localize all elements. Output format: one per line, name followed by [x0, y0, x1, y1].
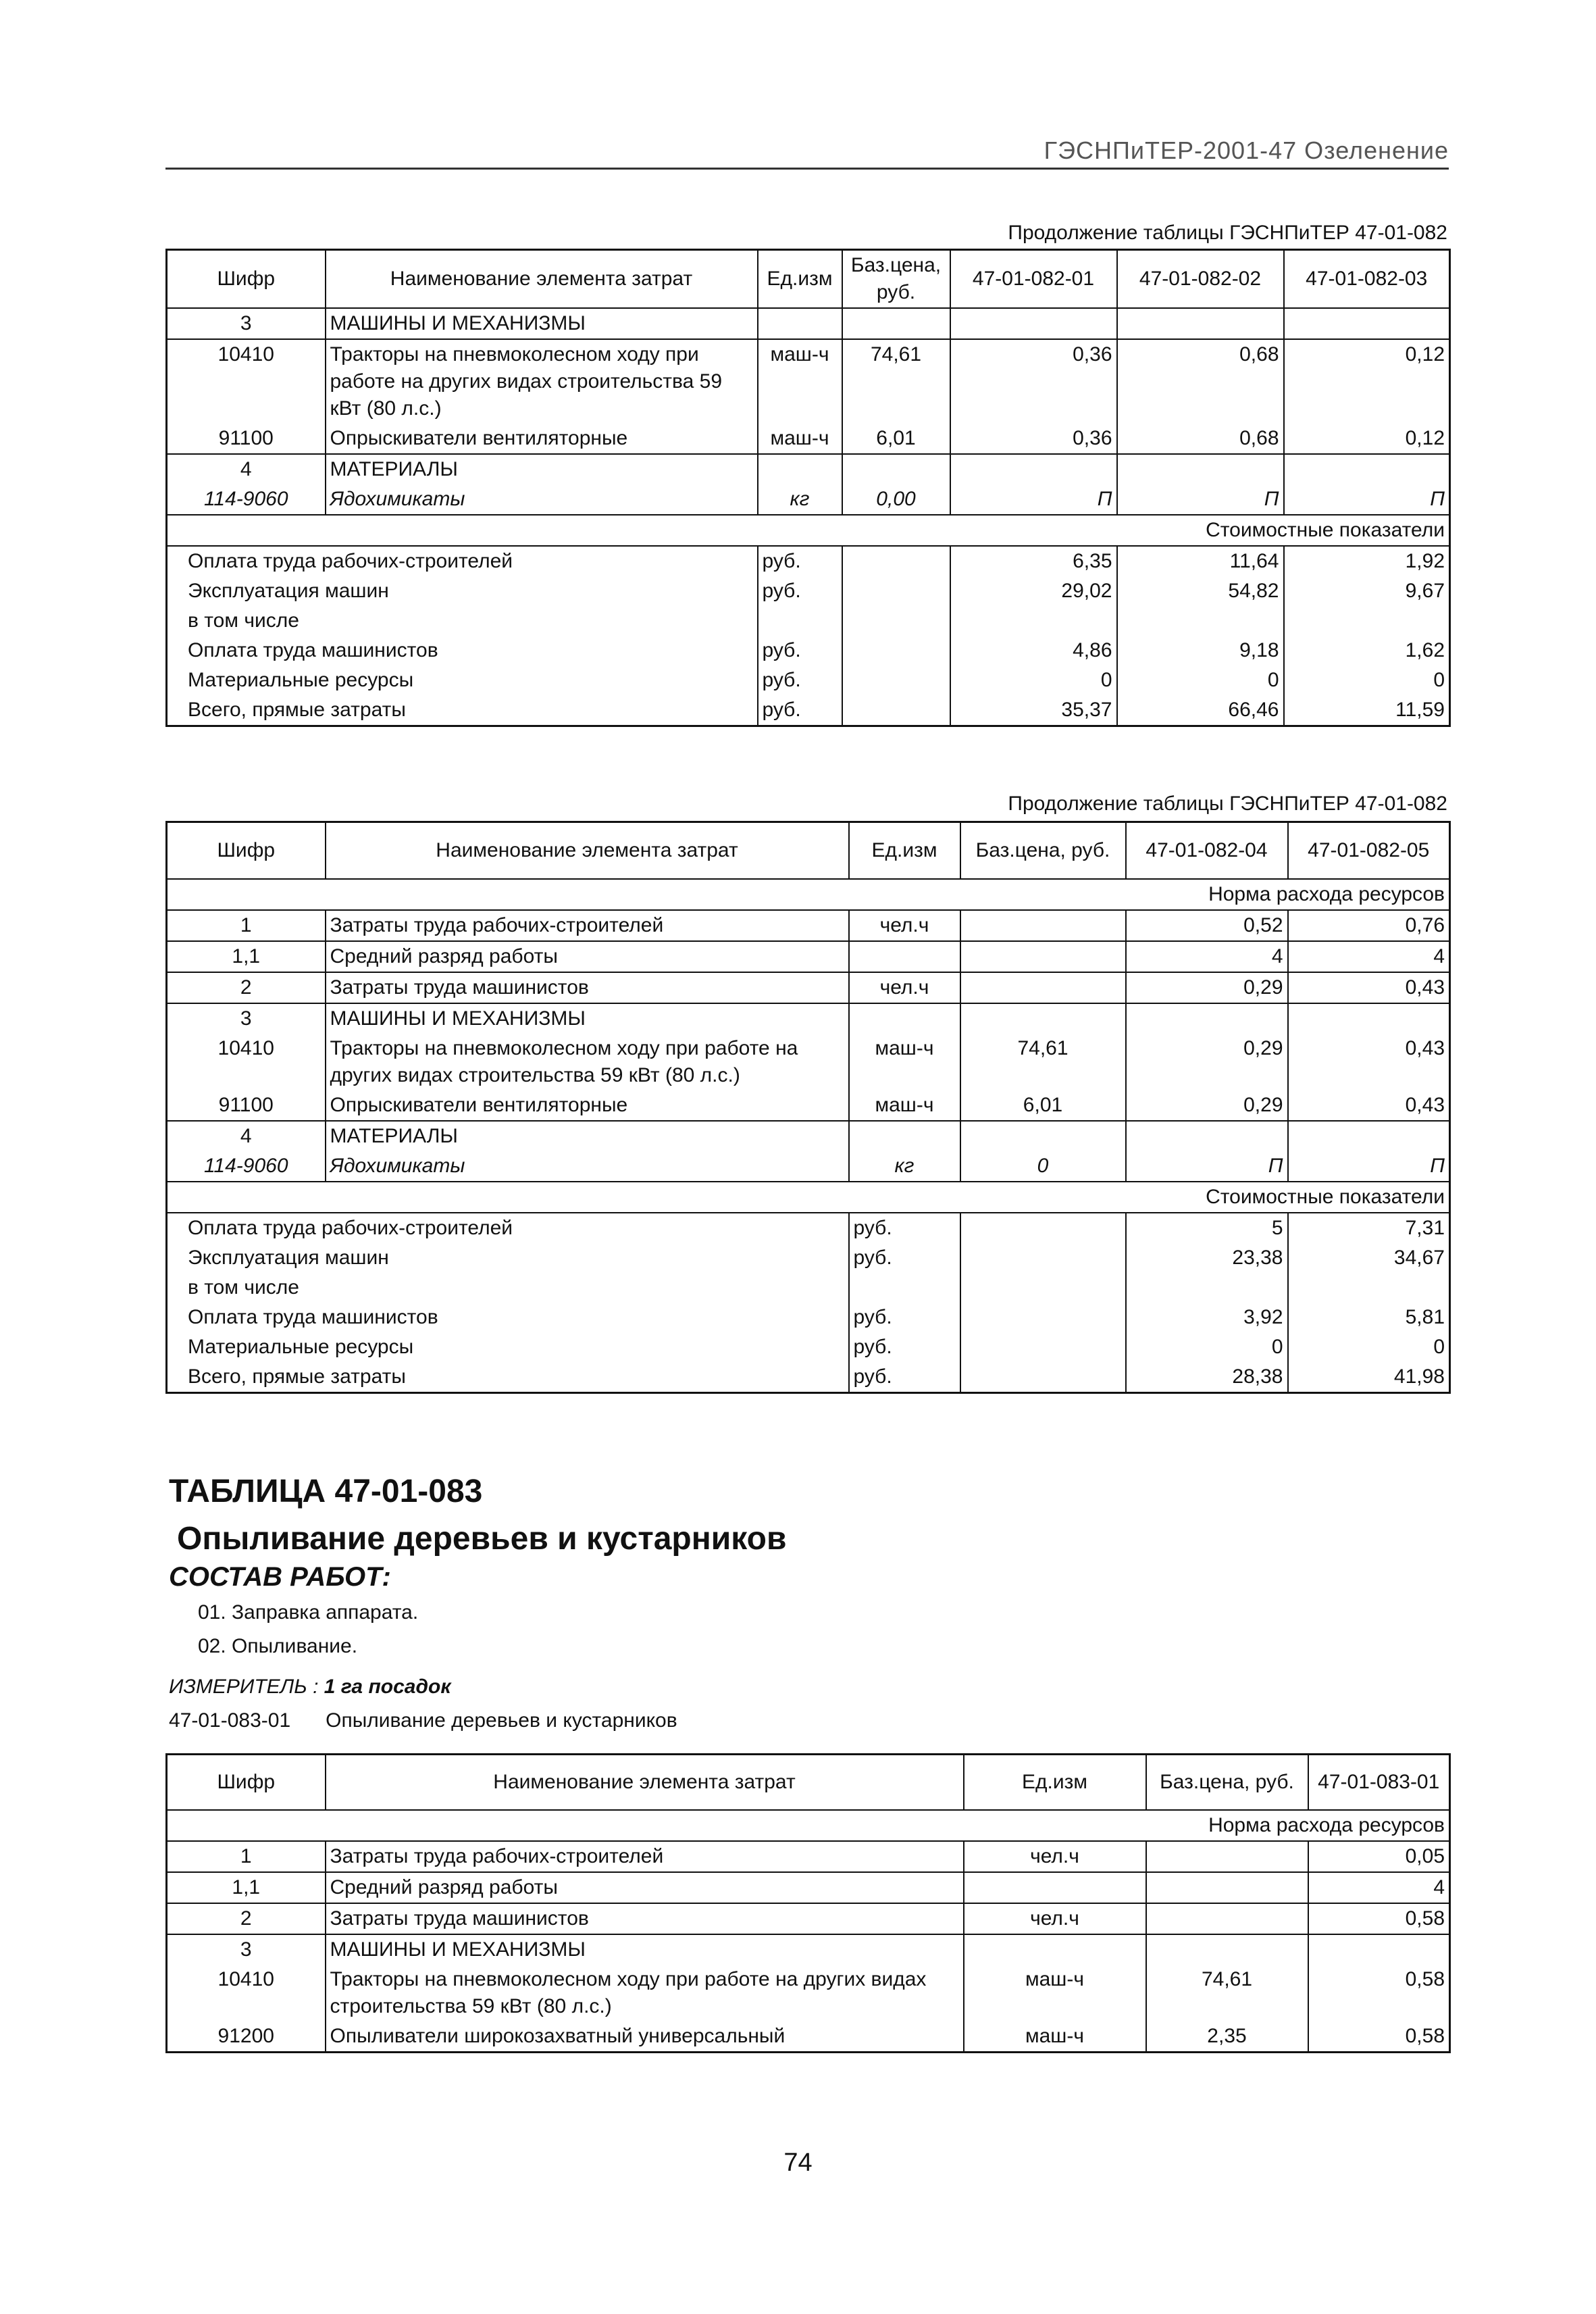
table3-header-row	[167, 1755, 1450, 1810]
cost-value: 9,18	[1117, 636, 1284, 665]
table2-continuation: Продолжение таблицы ГЭСНПиТЕР 47-01-082	[1008, 793, 1447, 815]
cost-value: 1,92	[1284, 546, 1450, 576]
table-row	[167, 1034, 1450, 1090]
table-row	[167, 308, 1450, 339]
cell-price	[960, 1121, 1126, 1151]
cost-row	[167, 695, 1450, 726]
cell-name: Ядохимикаты	[326, 1151, 849, 1182]
cell-name: Затраты труда машинистов	[326, 972, 849, 1003]
table1-header-unit: Ед.изм	[758, 250, 842, 309]
cell-unit	[964, 1934, 1146, 1965]
cell-price: 74,61	[960, 1034, 1126, 1090]
page-number: 74	[783, 2148, 813, 2177]
cell-unit: маш-ч	[849, 1034, 960, 1090]
cost-value: 23,38	[1126, 1243, 1288, 1273]
cell-price	[960, 910, 1126, 941]
cell-code: 2	[167, 1903, 326, 1934]
cell-code: 10410	[167, 1034, 326, 1090]
cell-name: Средний разряд работы	[326, 941, 849, 972]
cost-value: 5,81	[1288, 1303, 1450, 1332]
cost-name: Оплата труда машинистов	[188, 639, 438, 661]
measure-line	[169, 1676, 451, 1699]
cell-unit	[849, 1121, 960, 1151]
cost-row	[167, 1362, 1450, 1393]
cost-row	[167, 1243, 1450, 1273]
cost-row	[167, 1273, 1450, 1303]
cell-value: П	[1126, 1151, 1288, 1182]
cell-value: П	[1288, 1151, 1450, 1182]
cell-value: 0,58	[1308, 1903, 1450, 1934]
cell-price: 0,00	[842, 484, 950, 515]
cost-value: 0	[950, 665, 1117, 695]
cell-name: Затраты труда рабочих-строителей	[326, 1841, 964, 1872]
cell-unit: чел.ч	[849, 972, 960, 1003]
cell-unit: маш-ч	[964, 2021, 1146, 2053]
cell-value	[950, 308, 1117, 339]
cost-unit	[758, 606, 842, 636]
cost-empty	[960, 1243, 1126, 1273]
cell-value: 0,43	[1288, 1034, 1450, 1090]
cell-unit	[758, 454, 842, 484]
cost-unit: руб.	[849, 1303, 960, 1332]
cell-value: 0,12	[1284, 424, 1450, 454]
cell-code: 10410	[167, 339, 326, 424]
cost-label-row	[167, 515, 1450, 546]
table1	[165, 249, 1451, 727]
cost-name: Эксплуатация машин	[188, 1246, 389, 1269]
cost-value: 6,35	[950, 546, 1117, 576]
measure-label: ИЗМЕРИТЕЛЬ :	[169, 1676, 319, 1698]
cell-price	[1146, 1872, 1308, 1903]
cell-value: 0,12	[1284, 339, 1450, 424]
cost-value: 9,67	[1284, 576, 1450, 606]
cell-code: 114-9060	[167, 484, 326, 515]
cell-price: 74,61	[842, 339, 950, 424]
cell-value	[1126, 1003, 1288, 1034]
cell-price	[842, 454, 950, 484]
table-row	[167, 1965, 1450, 2021]
cell-value: 0,68	[1117, 424, 1284, 454]
table3-header-col1: 47-01-083-01	[1308, 1755, 1450, 1810]
cost-value: 1,62	[1284, 636, 1450, 665]
cost-value: 11,64	[1117, 546, 1284, 576]
cost-name: Материальные ресурсы	[188, 1335, 414, 1358]
cell-code: 1,1	[167, 1872, 326, 1903]
cell-code: 91100	[167, 424, 326, 454]
cell-value: 0,43	[1288, 1090, 1450, 1121]
table2-header-row	[167, 822, 1450, 879]
cell-value: 0,43	[1288, 972, 1450, 1003]
table1-header-row	[167, 250, 1450, 309]
cell-price	[960, 972, 1126, 1003]
cost-label: Стоимостные показатели	[167, 515, 1450, 546]
work-step: 02. Опыливание.	[198, 1635, 358, 1657]
cost-row	[167, 546, 1450, 576]
cell-name: МАШИНЫ И МЕХАНИЗМЫ	[326, 1934, 964, 1965]
cell-price: 2,35	[1146, 2021, 1308, 2053]
cost-empty	[960, 1332, 1126, 1362]
cell-name: Ядохимикаты	[326, 484, 758, 515]
cost-value: 0	[1288, 1332, 1450, 1362]
cost-value: 66,46	[1117, 695, 1284, 726]
cell-code: 3	[167, 1003, 326, 1034]
cell-name: Опрыскиватели вентиляторные	[326, 424, 758, 454]
cost-value: 54,82	[1117, 576, 1284, 606]
cell-unit: маш-ч	[758, 424, 842, 454]
cost-row	[167, 576, 1450, 606]
table2-header-col2: 47-01-082-05	[1288, 822, 1450, 879]
cost-unit: руб.	[758, 665, 842, 695]
cost-value: 0	[1284, 665, 1450, 695]
cell-name: Опрыскиватели вентиляторные	[326, 1090, 849, 1121]
table-row	[167, 1090, 1450, 1121]
cost-empty	[960, 1213, 1126, 1243]
cost-value: 35,37	[950, 695, 1117, 726]
table2-header-name: Наименование элемента затрат	[326, 822, 849, 879]
table1-header-price: Баз.цена, руб.	[842, 250, 950, 309]
table-row	[167, 1903, 1450, 1934]
cost-unit: руб.	[758, 546, 842, 576]
cost-name: Всего, прямые затраты	[188, 1365, 406, 1388]
cost-empty	[842, 636, 950, 665]
cell-code: 4	[167, 1121, 326, 1151]
cell-name: Тракторы на пневмоколесном ходу при работе на других видах строительства 59 кВт (80 л.с.)	[326, 1965, 964, 2021]
table-row	[167, 339, 1450, 424]
cell-value	[950, 454, 1117, 484]
cost-value	[1288, 1273, 1450, 1303]
cost-row	[167, 636, 1450, 665]
cell-name: Затраты труда рабочих-строителей	[326, 910, 849, 941]
cell-price	[1146, 1841, 1308, 1872]
norm-label-row	[167, 879, 1450, 910]
cell-unit: чел.ч	[964, 1841, 1146, 1872]
table-row	[167, 1841, 1450, 1872]
cell-value	[1126, 1121, 1288, 1151]
table-row	[167, 972, 1450, 1003]
cost-name: Оплата труда рабочих-строителей	[188, 550, 513, 572]
cost-row	[167, 1332, 1450, 1362]
cost-unit: руб.	[849, 1332, 960, 1362]
cell-price	[842, 308, 950, 339]
cell-price: 6,01	[842, 424, 950, 454]
cost-value: 7,31	[1288, 1213, 1450, 1243]
table-title: ТАБЛИЦА 47-01-083	[169, 1474, 483, 1509]
cell-code: 91100	[167, 1090, 326, 1121]
cost-value: 0	[1117, 665, 1284, 695]
norm-label-row	[167, 1810, 1450, 1841]
cell-value	[1117, 308, 1284, 339]
cost-row	[167, 606, 1450, 636]
table-row	[167, 1003, 1450, 1034]
table1-continuation: Продолжение таблицы ГЭСНПиТЕР 47-01-082	[1008, 222, 1447, 244]
cell-name: Опыливатели широкозахватный универсальный	[326, 2021, 964, 2053]
cost-row	[167, 665, 1450, 695]
cell-code: 3	[167, 1934, 326, 1965]
cell-value: 4	[1308, 1872, 1450, 1903]
table1-header-col3: 47-01-082-03	[1284, 250, 1450, 309]
work-step: 01. Заправка аппарата.	[198, 1601, 419, 1624]
cost-unit	[849, 1273, 960, 1303]
table-row	[167, 941, 1450, 972]
cell-name: Средний разряд работы	[326, 1872, 964, 1903]
cell-code: 1	[167, 1841, 326, 1872]
table-row	[167, 454, 1450, 484]
cost-empty	[960, 1303, 1126, 1332]
cost-unit: руб.	[849, 1213, 960, 1243]
norm-label: Норма расхода ресурсов	[167, 1810, 1450, 1841]
cost-name: в том числе	[188, 1276, 299, 1299]
code: 47-01-083-01	[169, 1709, 291, 1732]
cell-unit: маш-ч	[758, 339, 842, 424]
cell-unit	[849, 941, 960, 972]
cost-empty	[842, 695, 950, 726]
cell-unit: маш-ч	[964, 1965, 1146, 2021]
cell-value: 4	[1288, 941, 1450, 972]
cost-value: 34,67	[1288, 1243, 1450, 1273]
cost-unit: руб.	[758, 636, 842, 665]
cost-empty	[842, 546, 950, 576]
table-row	[167, 1872, 1450, 1903]
cell-value	[1288, 1003, 1450, 1034]
table3-header-name: Наименование элемента затрат	[326, 1755, 964, 1810]
table-row	[167, 1934, 1450, 1965]
cell-price	[960, 1003, 1126, 1034]
table1-header-col2: 47-01-082-02	[1117, 250, 1284, 309]
code-line	[169, 1709, 677, 1732]
cell-unit: кг	[849, 1151, 960, 1182]
cost-name: Всего, прямые затраты	[188, 699, 406, 721]
cost-unit: руб.	[758, 576, 842, 606]
cost-unit: руб.	[758, 695, 842, 726]
cell-value: 0,58	[1308, 1965, 1450, 2021]
cost-name: в том числе	[188, 609, 299, 632]
cost-unit: руб.	[849, 1243, 960, 1273]
cost-name: Материальные ресурсы	[188, 669, 414, 691]
cell-code: 91200	[167, 2021, 326, 2053]
table2-header-price: Баз.цена, руб.	[960, 822, 1126, 879]
cell-name: МАШИНЫ И МЕХАНИЗМЫ	[326, 1003, 849, 1034]
cell-value: 0,29	[1126, 1090, 1288, 1121]
cost-name: Оплата труда рабочих-строителей	[188, 1216, 513, 1239]
cell-code: 3	[167, 308, 326, 339]
cell-unit: кг	[758, 484, 842, 515]
cell-price: 74,61	[1146, 1965, 1308, 2021]
cell-value	[1308, 1934, 1450, 1965]
cost-label-row	[167, 1182, 1450, 1213]
cell-price: 6,01	[960, 1090, 1126, 1121]
cell-unit	[964, 1872, 1146, 1903]
table2	[165, 821, 1451, 1394]
cost-row	[167, 1303, 1450, 1332]
cost-row	[167, 1213, 1450, 1243]
cell-value	[1284, 454, 1450, 484]
table-row	[167, 424, 1450, 454]
cell-value: 4	[1126, 941, 1288, 972]
cell-value: П	[950, 484, 1117, 515]
cell-unit: чел.ч	[849, 910, 960, 941]
cost-empty	[842, 606, 950, 636]
cell-price	[1146, 1903, 1308, 1934]
work-composition-title: СОСТАВ РАБОТ:	[169, 1562, 391, 1592]
cell-value: 0,05	[1308, 1841, 1450, 1872]
table2-header-code: Шифр	[167, 822, 326, 879]
cell-value: 0,36	[950, 339, 1117, 424]
table-row	[167, 484, 1450, 515]
cell-value: 0,76	[1288, 910, 1450, 941]
cost-value	[1284, 606, 1450, 636]
cell-unit: маш-ч	[849, 1090, 960, 1121]
cell-unit	[849, 1003, 960, 1034]
cell-code: 4	[167, 454, 326, 484]
cell-name: МАТЕРИАЛЫ	[326, 1121, 849, 1151]
table3-header-unit: Ед.изм	[964, 1755, 1146, 1810]
cell-value: П	[1284, 484, 1450, 515]
cost-value	[1117, 606, 1284, 636]
table2-header-unit: Ед.изм	[849, 822, 960, 879]
table3-header-price: Баз.цена, руб.	[1146, 1755, 1308, 1810]
code-description: Опыливание деревьев и кустарников	[326, 1709, 677, 1732]
cell-unit	[758, 308, 842, 339]
cell-name: Затраты труда машинистов	[326, 1903, 964, 1934]
cell-value: П	[1117, 484, 1284, 515]
cell-code: 2	[167, 972, 326, 1003]
table-row	[167, 1121, 1450, 1151]
table-subtitle: Опыливание деревьев и кустарников	[177, 1521, 787, 1557]
cell-value	[1288, 1121, 1450, 1151]
cell-value: 0,36	[950, 424, 1117, 454]
table3-header-code: Шифр	[167, 1755, 326, 1810]
cost-value: 0	[1126, 1332, 1288, 1362]
cell-value	[1284, 308, 1450, 339]
page-header: ГЭСНПиТЕР-2001-47 Озеленение	[165, 134, 1449, 170]
cost-empty	[960, 1273, 1126, 1303]
cost-value	[950, 606, 1117, 636]
table2-header-col1: 47-01-082-04	[1126, 822, 1288, 879]
cell-price	[1146, 1934, 1308, 1965]
cost-label: Стоимостные показатели	[167, 1182, 1450, 1213]
table3	[165, 1753, 1451, 2053]
cell-price	[960, 941, 1126, 972]
cost-empty	[842, 665, 950, 695]
cell-value: 0,52	[1126, 910, 1288, 941]
cell-code: 10410	[167, 1965, 326, 2021]
cost-name: Оплата труда машинистов	[188, 1305, 438, 1328]
cost-unit: руб.	[849, 1362, 960, 1393]
cost-empty	[842, 576, 950, 606]
cost-value: 11,59	[1284, 695, 1450, 726]
cell-name: МАТЕРИАЛЫ	[326, 454, 758, 484]
cost-name: Эксплуатация машин	[188, 580, 389, 602]
cell-code: 1	[167, 910, 326, 941]
cost-value: 4,86	[950, 636, 1117, 665]
cell-name: МАШИНЫ И МЕХАНИЗМЫ	[326, 308, 758, 339]
cost-value: 5	[1126, 1213, 1288, 1243]
table1-header-name: Наименование элемента затрат	[326, 250, 758, 309]
table1-header-col1: 47-01-082-01	[950, 250, 1117, 309]
cell-name: Тракторы на пневмоколесном ходу при работе на других видах строительства 59 кВт (80 л.с.)	[326, 1034, 849, 1090]
table1-header-code: Шифр	[167, 250, 326, 309]
table-row	[167, 2021, 1450, 2053]
table-row	[167, 1151, 1450, 1182]
table-row	[167, 910, 1450, 941]
measure-value: 1 га посадок	[324, 1676, 451, 1698]
cell-code: 114-9060	[167, 1151, 326, 1182]
cell-value: 0,29	[1126, 972, 1288, 1003]
cost-value: 41,98	[1288, 1362, 1450, 1393]
norm-label: Норма расхода ресурсов	[167, 879, 1450, 910]
cost-value: 3,92	[1126, 1303, 1288, 1332]
cost-value: 28,38	[1126, 1362, 1288, 1393]
cell-price: 0	[960, 1151, 1126, 1182]
cell-value: 0,58	[1308, 2021, 1450, 2053]
cell-name: Тракторы на пневмоколесном ходу при работе на других видах строительства 59 кВт (80 л.с.)	[326, 339, 758, 424]
cost-empty	[960, 1362, 1126, 1393]
cell-code: 1,1	[167, 941, 326, 972]
cost-value	[1126, 1273, 1288, 1303]
cell-value: 0,29	[1126, 1034, 1288, 1090]
cell-unit: чел.ч	[964, 1903, 1146, 1934]
cell-value: 0,68	[1117, 339, 1284, 424]
cell-value	[1117, 454, 1284, 484]
cost-value: 29,02	[950, 576, 1117, 606]
